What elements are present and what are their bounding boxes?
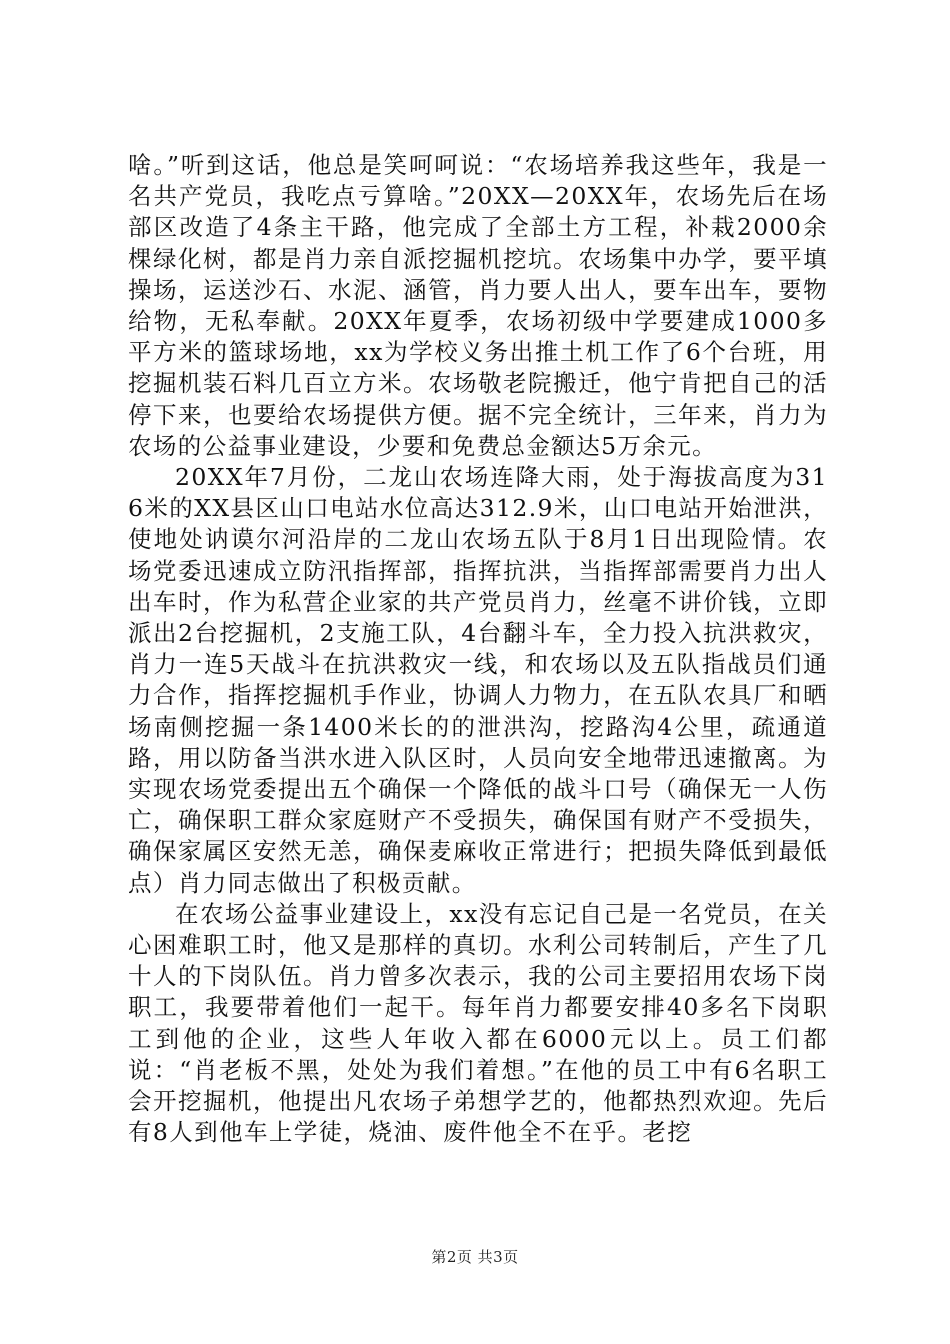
- document-body: [128, 150, 828, 1149]
- paragraph-3: 在农场公益事业建设上，xx没有忘记自己是一名党员，在关心困难职工时，他又是那样的真切。水利公司转制后，产生了几十人的下岗队伍。肖力曾多次表示，我的公司主要招用农场下岗职工，我要带着他们一起干。每年肖力都要安排40多名下岗职工到他的企业，这些人年收入都在6000元以上。员工们都说：“肖老板不黑，处处为我们着想。”在他的员工中有6名职工会开挖掘机，他提出凡农场子弟想学艺的，他都热烈欢迎。先后有8人到他车上学徒，烧油、废件他全不在乎。老挖: [128, 899, 828, 1147]
- paragraph-1: 啥。”听到这话，他总是笑呵呵说：“农场培养我这些年，我是一名共产党员，我吃点亏算啥。”20XX—20XX年，农场先后在场部区改造了4条主干路，他完成了全部土方工程，补栽2000余棵绿化树，都是肖力亲自派挖掘机挖坑。农场集中办学，要平填操场，运送沙石、水泥、涵管，肖力要人出人，要车出车，要物给物，无私奉献。20XX年夏季，农场初级中学要建成1000多平方米的篮球场地，xx为学校义务出推土机工作了6个台班，用挖掘机装石料几百立方米。农场敬老院搬迁，他宁肯把自己的活停下来，也要给农场提供方便。据不完全统计，三年来，肖力为农场的公益事业建设，少要和免费总金额达5万余元。: [128, 151, 828, 460]
- page-footer: 第2页 共3页: [431, 1248, 519, 1266]
- paragraph-2: 20XX年7月份，二龙山农场连降大雨，处于海拔高度为316米的XX县区山口电站水位高达312.9米，山口电站开始泄洪，使地处讷谟尔河沿岸的二龙山农场五队于8月1日出现险情。农场党委迅速成立防汛指挥部，指挥抗洪，当指挥部需要肖力出人出车时，作为私营企业家的共产党员肖力，丝毫不讲价钱，立即派出2台挖掘机，2支施工队，4台翻斗车，全力投入抗洪救灾，肖力一连5天战斗在抗洪救灾一线，和农场以及五队指战员们通力合作，指挥挖掘机手作业，协调人力物力，在五队农具厂和晒场南侧挖掘一条1400米长的的泄洪沟，挖路沟4公里，疏通道路，用以防备当洪水进入队区时，人员向安全地带迅速撤离。为实现农场党委提出五个确保一个降低的战斗口号（确保无一人伤亡，确保职工群众家庭财产不受损失，确保国有财产不受损失，确保家属区安然无恙，确保麦麻收正常进行；把损失降低到最低点）肖力同志做出了积极贡献。: [128, 463, 828, 897]
